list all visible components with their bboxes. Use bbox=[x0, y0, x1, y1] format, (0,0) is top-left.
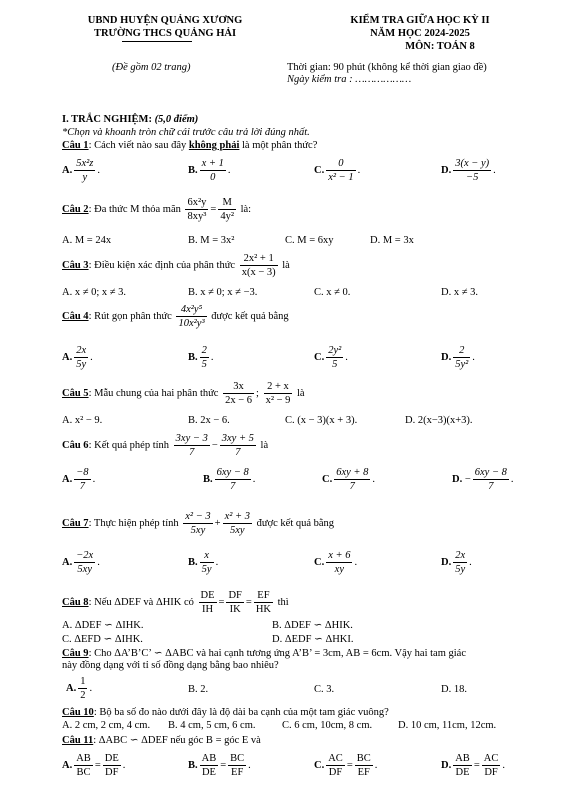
pages-note: (Đề gồm 02 trang) bbox=[112, 62, 191, 73]
q3-option-c[interactable]: C. x ≠ 0. bbox=[314, 287, 351, 298]
q10-option-a[interactable]: A. 2 cm, 2 cm, 4 cm. bbox=[62, 720, 151, 731]
q7-option-d[interactable]: D. $\frac{2x}{5y}$ . bbox=[441, 550, 472, 575]
q11-option-d[interactable]: D. $\frac{AB}{DE}$ = $\frac{AC}{DF}$ . bbox=[441, 753, 505, 778]
q7-option-a[interactable]: A. $\frac{-2x}{5xy}$ . bbox=[62, 550, 100, 575]
q1-option-a[interactable]: A. $\frac{\text{5x²z}}{y}$ . bbox=[62, 158, 100, 183]
question-4: Câu 4: Rút gọn phân thức $\frac{\text{4x²y⁵}}{\text{10x²y³}}$ được kết quả bằng bbox=[62, 304, 289, 329]
q10-option-c[interactable]: C. 6 cm, 10cm, 8 cm. bbox=[282, 720, 373, 731]
q5-option-c[interactable]: C. (x − 3)(x + 3). bbox=[285, 415, 358, 426]
q1-option-b[interactable]: B. $\frac{x + 1}{0}$ . bbox=[188, 158, 231, 183]
q7-option-c[interactable]: C. $\frac{x + 6}{xy}$ . bbox=[314, 550, 358, 575]
q8-option-a[interactable]: A. ΔDEF ∽ ΔIHK. bbox=[62, 620, 144, 631]
q4-option-a[interactable]: A. $\frac{2x}{5y}$ . bbox=[62, 345, 93, 370]
q4-option-c[interactable]: C. $\frac{\text{2y²}}{5}$ . bbox=[314, 345, 348, 370]
q3-option-d[interactable]: D. x ≠ 3. bbox=[441, 287, 478, 298]
q2-option-b[interactable]: B. M = 3x² bbox=[188, 235, 235, 246]
q9-option-c[interactable]: C. 3. bbox=[314, 684, 335, 695]
question-8: Câu 8: Nếu ΔDEF và ΔHIK có $\frac{DE}{IH}$ = $\frac{DF}{IK}$ = $\frac{EF}{HK}$ thì bbox=[62, 590, 289, 615]
question-1: Câu 1: Cách viết nào sau đây không phải là một phân thức? bbox=[62, 140, 318, 151]
q5-option-d[interactable]: D. 2(x−3)(x+3). bbox=[405, 415, 473, 426]
section-instruction: *Chọn và khoanh tròn chữ cái trước câu trả lời đúng nhất. bbox=[62, 127, 310, 138]
q9-option-d[interactable]: D. 18. bbox=[441, 684, 467, 695]
q4-option-d[interactable]: D. $\frac{2}{\text{5y²}}$ . bbox=[441, 345, 475, 370]
question-9: Câu 9: Cho ΔA’B’C’ ∽ ΔABC và hai cạnh tương ứng A’B’ = 3cm, AB = 6cm. Vậy hai tam giác bbox=[62, 648, 466, 659]
exam-title: KIỂM TRA GIỮA HỌC KỲ II bbox=[350, 15, 490, 26]
q8-option-c[interactable]: C. ΔEFD ∽ ΔIHK. bbox=[62, 634, 143, 645]
school-name: TRƯỜNG THCS QUẢNG HẢI bbox=[93, 28, 237, 39]
school-year: NĂM HỌC 2024-2025 bbox=[370, 28, 470, 39]
q6-option-c[interactable]: C. $\frac{6xy + 8}{7}$ . bbox=[322, 467, 375, 492]
q8-option-d[interactable]: D. ΔEDF ∽ ΔHKI. bbox=[272, 634, 354, 645]
q6-option-d[interactable]: D. − $\frac{6xy - 8}{7}$ . bbox=[452, 467, 514, 492]
q9-option-b[interactable]: B. 2. bbox=[188, 684, 209, 695]
question-10: Câu 10: Bộ ba số đo nào dưới đây là độ dài ba cạnh của một tam giác vuông? bbox=[62, 707, 389, 718]
exam-date: Ngày kiểm tra : ……………… bbox=[287, 74, 412, 85]
q5-option-b[interactable]: B. 2x − 6. bbox=[188, 415, 230, 426]
q8-option-b[interactable]: B. ΔDEF ∽ ΔHIK. bbox=[272, 620, 353, 631]
q1-option-c[interactable]: C. $\frac{0}{\text{x² − 1}}$ . bbox=[314, 158, 361, 183]
question-2: Câu 2: Đa thức M thỏa mãn $\frac{\text{6x²y}}{\text{8xy³}}$ = $\frac{M}{\text{4y²}}$ là: bbox=[62, 197, 252, 222]
q11-option-b[interactable]: B. $\frac{AB}{DE}$ = $\frac{BC}{EF}$ . bbox=[188, 753, 251, 778]
q11-option-a[interactable]: A. $\frac{AB}{BC}$ = $\frac{DE}{DF}$ . bbox=[62, 753, 126, 778]
q4-option-b[interactable]: B. $\frac{2}{5}$ . bbox=[188, 345, 214, 370]
q10-option-d[interactable]: D. 10 cm, 11cm, 12cm. bbox=[398, 720, 497, 731]
q6-option-a[interactable]: A. $\frac{-8}{7}$ . bbox=[62, 467, 96, 492]
question-6: Câu 6: Kết quả phép tính $\frac{3xy - 3}{7}$ − $\frac{3xy + 5}{7}$ là bbox=[62, 433, 269, 458]
question-9-line2: này đồng dạng với tỉ số đồng dạng bằng bao nhiêu? bbox=[62, 660, 279, 671]
q3-option-b[interactable]: B. x ≠ 0; x ≠ −3. bbox=[188, 287, 258, 298]
q2-option-d[interactable]: D. M = 3x bbox=[370, 235, 414, 246]
q3-option-a[interactable]: A. x ≠ 0; x ≠ 3. bbox=[62, 287, 127, 298]
q1-option-d[interactable]: D. $\frac{3(x - y)}{-5}$ . bbox=[441, 158, 496, 183]
subject: MÔN: TOÁN 8 bbox=[405, 41, 475, 52]
section-title: I. TRẮC NGHIỆM: (5,0 điểm) bbox=[62, 114, 199, 125]
q5-option-a[interactable]: A. x² − 9. bbox=[62, 415, 103, 426]
question-7: Câu 7: Thực hiện phép tính $\frac{\text{x² − 3}}{5xy}$ + $\frac{\text{x² + 3}}{5xy}$ được kết quả bằng bbox=[62, 511, 335, 536]
question-5: Câu 5: Mẫu chung của hai phân thức $\frac{3x}{2x - 6}$ ; $\frac{2 + x}{\text{x² − 9}}$ là bbox=[62, 381, 305, 406]
time-note: Thời gian: 90 phút (không kể thời gian giao đề) bbox=[287, 62, 487, 73]
q11-option-c[interactable]: C. $\frac{AC}{DF}$ = $\frac{BC}{EF}$ . bbox=[314, 753, 378, 778]
q7-option-b[interactable]: B. $\frac{x}{5y}$ . bbox=[188, 550, 219, 575]
header-underline bbox=[122, 41, 192, 42]
question-3: Câu 3: Điều kiện xác định của phân thức $\frac{\text{2x² + 1}}{x(x - 3)}$ là bbox=[62, 253, 290, 278]
q2-option-a[interactable]: A. M = 24x bbox=[62, 235, 112, 246]
q9-option-a[interactable]: A. $\frac{1}{2}$ . bbox=[66, 676, 93, 701]
question-11: Câu 11: ΔABC ∽ ΔDEF nếu góc B = góc E và bbox=[62, 735, 261, 746]
q6-option-b[interactable]: B. $\frac{6xy - 8}{7}$ . bbox=[203, 467, 256, 492]
q2-option-c[interactable]: C. M = 6xy bbox=[285, 235, 334, 246]
q10-option-b[interactable]: B. 4 cm, 5 cm, 6 cm. bbox=[168, 720, 256, 731]
district-name: UBND HUYỆN QUẢNG XƯƠNG bbox=[87, 15, 243, 26]
